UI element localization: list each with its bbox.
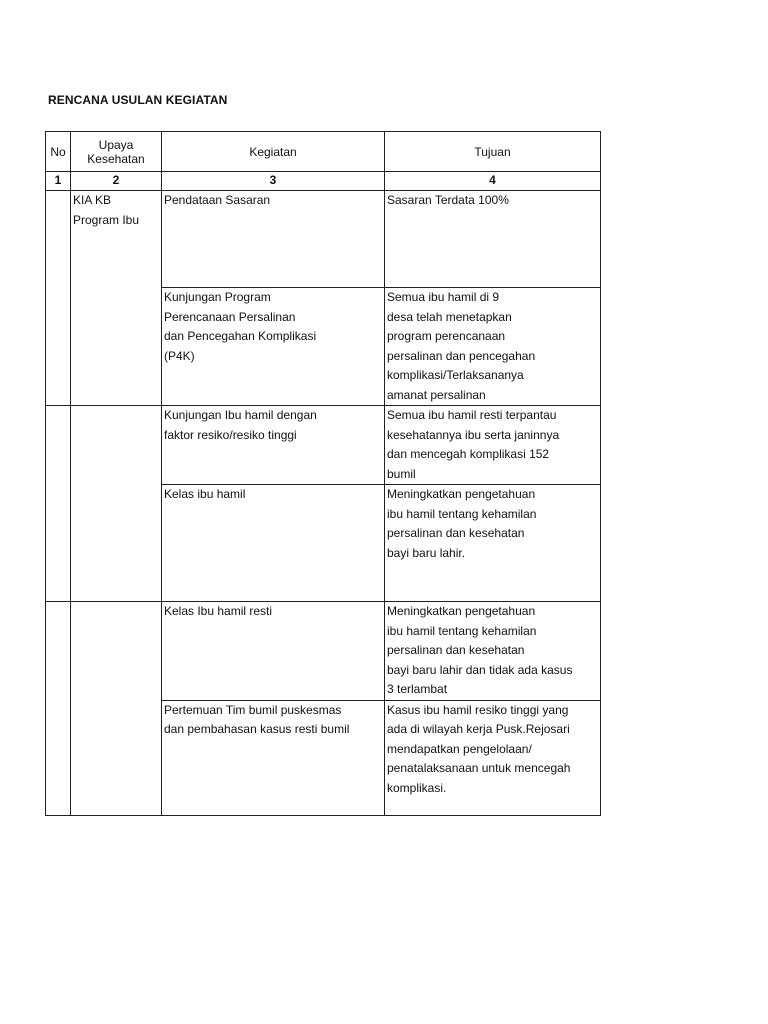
tujuan-line: Semua ibu hamil resti terpantau [387, 408, 557, 422]
tujuan-line: bayi baru lahir dan tidak ada kasus [387, 662, 573, 677]
tujuan-cell [385, 406, 601, 485]
tujuan-line: penatalaksanaan untuk mencegah [387, 761, 571, 775]
tujuan-line: ibu hamil tentang kehamilan [387, 506, 537, 521]
tujuan-line: amanat persalinan [387, 387, 486, 402]
tujuan-line: Meningkatkan pengetahuan [387, 487, 536, 501]
tujuan-line: 3 terlambat [387, 682, 448, 696]
column-number: 3 [162, 172, 385, 191]
column-number: 1 [46, 172, 71, 191]
kegiatan-line: Pertemuan Tim bumil puskesmas [164, 702, 342, 717]
kegiatan-cell [162, 191, 385, 288]
tujuan-line: desa telah menetapkan [387, 309, 512, 324]
kegiatan-cell [162, 700, 385, 815]
tujuan-cell [385, 288, 601, 406]
no-cell [46, 191, 71, 406]
tujuan-line: komplikasi/Terlaksananya [387, 368, 524, 382]
kegiatan-line: Kelas ibu hamil [164, 487, 246, 501]
activity-plan-table [45, 131, 601, 816]
column-number: 4 [385, 172, 601, 191]
kegiatan-line: Perencanaan Persalinan [164, 309, 296, 324]
tujuan-line: dan mencegah komplikasi 152 [387, 447, 550, 461]
tujuan-line: persalinan dan kesehatan [387, 526, 525, 540]
tujuan-line: mendapatkan pengelolaan/ [387, 741, 532, 756]
kegiatan-cell [162, 406, 385, 485]
kegiatan-cell [162, 288, 385, 406]
header-no: No [46, 132, 71, 172]
column-number-row [46, 172, 601, 191]
header-kegiatan: Kegiatan [162, 132, 385, 172]
tujuan-line: bumil [387, 466, 416, 481]
tujuan-cell [385, 700, 601, 815]
header-upaya-kesehatan: Upaya Kesehatan [71, 132, 162, 172]
upaya-cell [71, 191, 162, 406]
kegiatan-line: Kelas Ibu hamil resti [164, 604, 273, 618]
kegiatan-cell [162, 485, 385, 602]
kegiatan-line: Kunjungan Program [164, 290, 271, 304]
kegiatan-line: (P4K) [164, 348, 195, 363]
upaya-line: KIA KB [73, 193, 112, 207]
tujuan-line: program perencanaan [387, 329, 506, 343]
kegiatan-cell [162, 602, 385, 701]
header-tujuan: Tujuan [385, 132, 601, 172]
tujuan-line: persalinan dan pencegahan [387, 348, 536, 363]
tujuan-line: persalinan dan kesehatan [387, 643, 525, 657]
column-number: 2 [71, 172, 162, 191]
table-row [46, 191, 601, 288]
tujuan-cell [385, 485, 601, 602]
tujuan-cell [385, 191, 601, 288]
kegiatan-line: dan pembahasan kasus resti bumil [164, 722, 350, 736]
tujuan-line: kesehatannya ibu serta janinnya [387, 427, 560, 442]
no-cell [46, 406, 71, 602]
tujuan-line: ada di wilayah kerja Pusk.Rejosari [387, 722, 570, 736]
tujuan-line: Semua ibu hamil di 9 [387, 290, 500, 304]
tujuan-cell [385, 602, 601, 701]
upaya-cell [71, 602, 162, 816]
kegiatan-line: dan Pencegahan Komplikasi [164, 329, 317, 343]
header-row [46, 132, 601, 172]
kegiatan-line: Pendataan Sasaran [164, 193, 271, 207]
tujuan-line: Kasus ibu hamil resiko tinggi yang [387, 702, 569, 717]
tujuan-line: komplikasi. [387, 780, 447, 795]
tujuan-line: Meningkatkan pengetahuan [387, 604, 536, 618]
kegiatan-line: Kunjungan Ibu hamil dengan [164, 408, 317, 422]
no-cell [46, 602, 71, 816]
tujuan-line: ibu hamil tentang kehamilan [387, 623, 537, 638]
kegiatan-line: faktor resiko/resiko tinggi [164, 427, 297, 442]
tujuan-line: bayi baru lahir. [387, 545, 466, 560]
tujuan-line: Sasaran Terdata 100% [387, 193, 509, 207]
upaya-line: Program Ibu [73, 212, 140, 227]
upaya-cell [71, 406, 162, 602]
table-row [46, 406, 601, 485]
document-title: RENCANA USULAN KEGIATAN [48, 93, 228, 107]
table-row [46, 602, 601, 701]
